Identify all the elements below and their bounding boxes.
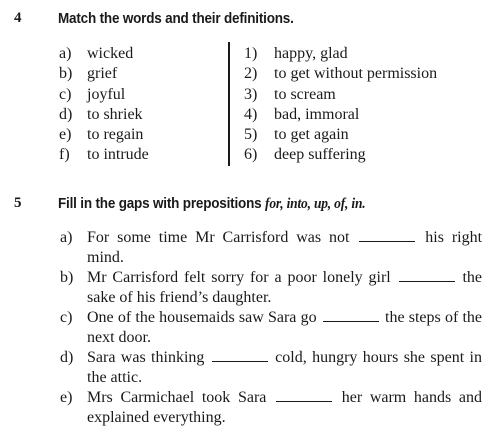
gap-fill-item: a) For some time Mr Carrisford was not his right mind. [60, 229, 483, 266]
exercise-5-title: Fill in the gaps with prepositions for, into, up, of, in. [58, 196, 366, 212]
word-item: e) to regain [59, 126, 144, 144]
words-column [59, 44, 149, 166]
gap-fill-item: e) Mrs Carmichael took Sara her warm hands and explained everything. [60, 389, 483, 426]
definitions-column [244, 44, 437, 166]
answer-blank[interactable] [276, 389, 332, 402]
gap-fill-item: b) Mr Carrisford felt sorry for a poor lonely girl the sake of his friend’s daughter. [60, 269, 483, 306]
exercise-5-number: 5 [14, 195, 22, 211]
word-item: d) to shriek [59, 105, 143, 123]
prepositions-list: for, into, up, of, in. [265, 196, 366, 212]
answer-blank[interactable] [399, 269, 455, 282]
definition-item: 6) deep suffering [244, 146, 366, 164]
gap-fill-item: c) One of the housemaids saw Sara go the steps of the next door. [60, 309, 483, 346]
definition-item: 3) to scream [244, 85, 336, 103]
definition-item: 4) bad, immoral [244, 105, 360, 123]
gap-fill-list [60, 228, 482, 428]
exercise-4-number: 4 [14, 10, 22, 26]
definition-item: 1) happy, glad [244, 45, 348, 62]
exercise-4-title: Match the words and their definitions. [58, 11, 294, 27]
word-item: a) wicked [59, 45, 134, 62]
definition-item: 2) to get without permission [244, 65, 438, 83]
word-item: c) joyful [59, 85, 126, 103]
answer-blank[interactable] [212, 349, 268, 362]
answer-blank[interactable] [359, 229, 415, 242]
column-divider [228, 42, 230, 166]
answer-blank[interactable] [323, 309, 379, 322]
word-item: b) grief [59, 65, 118, 83]
word-item: f) to intrude [59, 146, 149, 164]
definition-item: 5) to get again [244, 126, 349, 144]
gap-fill-item: d) Sara was thinking cold, hungry hours she spent in the attic. [60, 349, 482, 386]
